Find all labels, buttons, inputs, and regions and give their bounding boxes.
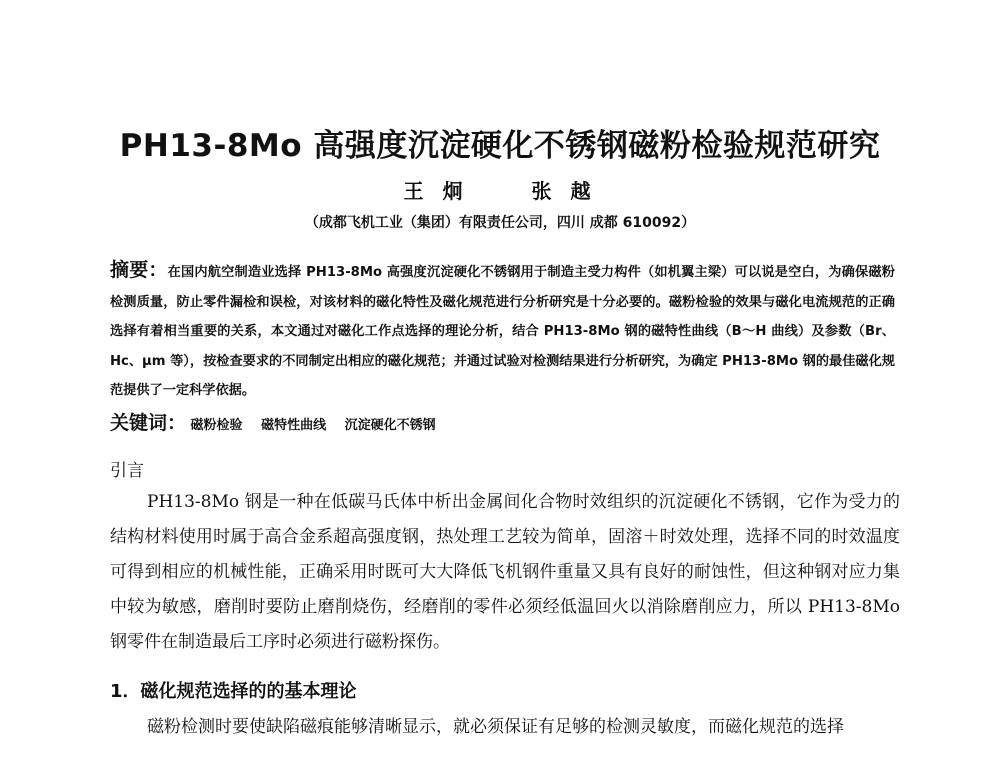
keyword: 磁特性曲线: [261, 418, 327, 433]
keyword: 磁粉检验: [190, 418, 243, 433]
paper-title: PH13-8Mo 高强度沉淀硬化不锈钢磁粉检验规范研究: [119, 128, 881, 164]
section-paragraph: 磁粉检测时要使缺陷磁痕能够清晰显示，就必须保证有足够的检测灵敏度，而磁化规范的选择: [147, 717, 844, 737]
intro-paragraph: PH13-8Mo 钢是一种在低碳马氏体中析出金属间化合物时效组织的沉淀硬化不锈钢，它作为受力的结构材料使用时属于高合金系超高强度钢，热处理工艺较为简单，固溶＋时效处理，选择不同的时效温度可得到相应的机械性能，正确采用时既可大大降低飞机钢件重量又具有良好的耐蚀性，但这种钢对应力集中较为敏感，磨削时要防止磨削烧伤，经磨削的零件必须经低温回火以消除磨削应力，所以 PH13-8Mo 钢零件在制造最后工序时必须进行磁粉探伤。: [110, 492, 900, 652]
section-heading: 1．磁化规范选择的的基本理论: [110, 681, 357, 702]
keyword: 沉淀硬化不锈钢: [344, 418, 436, 433]
abstract-text: 在国内航空制造业选择 PH13-8Mo 高强度沉淀硬化不锈钢用于制造主受力构件（如机翼主梁）可以说是空白，为确保磁粉检测质量，防止零件漏检和误检，对该材料的磁化特性及磁化规范进行分析研究是十分必要的。磁粉检验的效果与磁化电流规范的正确选择有着相当重要的关系，本文通过对磁化工作点选择的理论分析，结合 PH13-8Mo 钢的磁特性曲线（B～H 曲线）及参数（Br、Hc、μm 等），按检查要求的不同制定出相应的磁化规范；并通过试验对检测结果进行分析研究，为确定 PH13-8Mo 钢的最佳磁化规范提供了一定科学依据。: [110, 265, 895, 398]
author-list: [0, 175, 1000, 204]
abstract-label: 摘要：: [110, 259, 168, 281]
abstract: [110, 256, 895, 406]
keywords-label: 关键词：: [110, 412, 187, 434]
intro-heading: 引言: [110, 461, 144, 481]
author-affiliation: （成都飞机工业（集团）有限责任公司，四川 成都 610092）: [304, 215, 696, 231]
author-name: 王 炯: [403, 179, 469, 203]
author-name: 张 越: [531, 179, 597, 203]
keywords: [110, 408, 895, 435]
